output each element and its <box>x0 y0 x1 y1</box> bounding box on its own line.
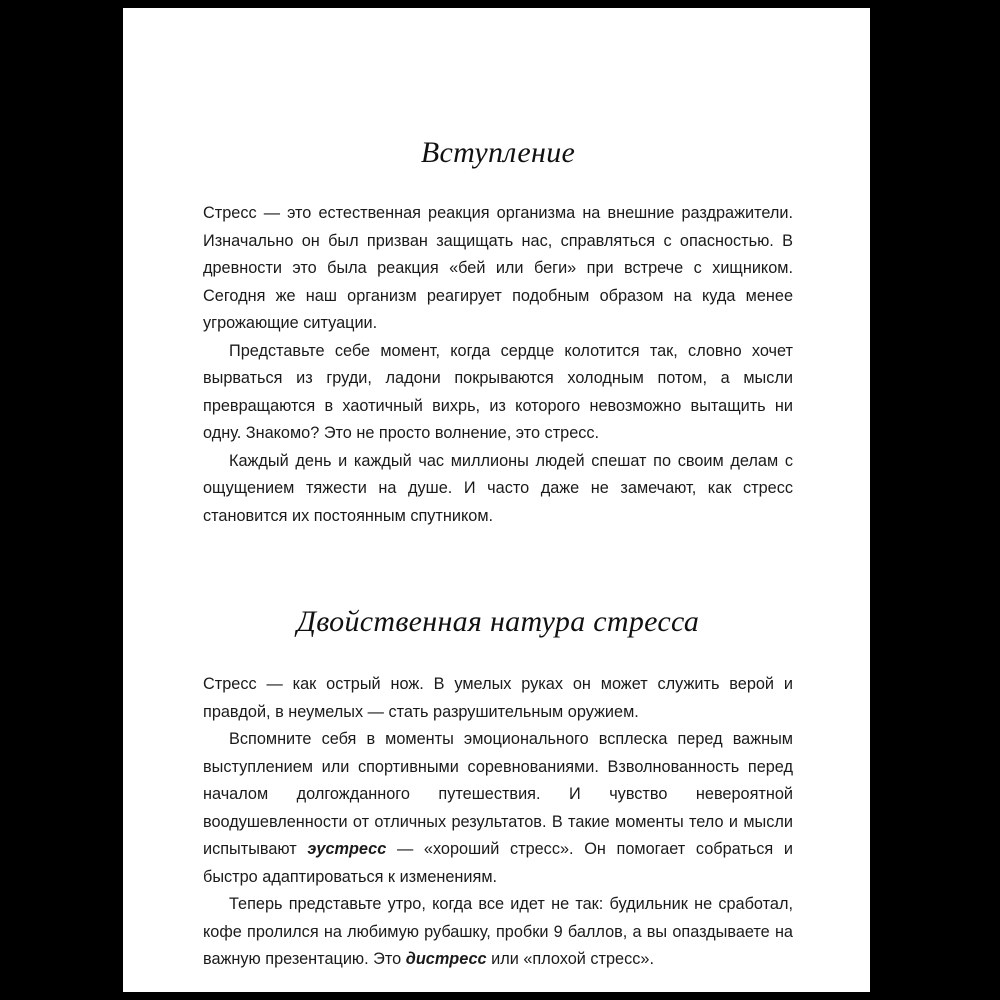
page-content-area <box>203 8 793 992</box>
introduction-body <box>203 200 793 530</box>
paragraph: Теперь представьте утро, когда все идет не так: будильник не сработал, кофе пролился на любимую рубашку, пробки 9 баллов, а вы опаздываете на важную презентацию. Это дистресс или «плохой стресс». <box>203 895 793 968</box>
paragraph: Представьте себе момент, когда сердце колотится так, словно хочет вырваться из груди, ладони покрываются холодным потом, а мысли превращаются в хаотичный вихрь, из которого невозможно вытащить ни одну. Знакомо? Это не просто волнение, это стресс. <box>203 341 793 442</box>
section-dual-nature <box>203 530 793 974</box>
paragraph: Стресс — это естественная реакция организма на внешние раздражители. Изначально он был призван защищать нас, справляться с опасностью. В древности это была реакция «бей или беги» при встрече с хищником. Сегодня же наш организм реагирует подобным образом на куда менее угрожающие ситуации. <box>203 204 793 332</box>
page-title-dual-nature: Двойственная натура стресса <box>296 605 700 638</box>
paragraph: Каждый день и каждый час миллионы людей спешат по своим делам с ощущением тяжести на душе. И часто даже не замечают, как стресс становится их постоянным спутником. <box>203 451 793 525</box>
paragraph: Вспомните себя в моменты эмоционального всплеска перед важным выступлением или спортивными соревнованиями. Взволнованность перед началом долгожданного путешествия. И чувство невероятной воодушевленности от отличных результатов. В такие моменты тело и мысли испытывают эустресс — «хороший стресс». Он помогает собраться и быстро адаптироваться к изменениям. <box>203 730 793 886</box>
paragraph: Стресс — как острый нож. В умелых руках он может служить верой и правдой, в неумелых — стать разрушительным оружием. <box>203 675 793 721</box>
section-introduction <box>203 8 793 530</box>
page-title-introduction: Вступление <box>420 136 576 169</box>
book-page-sheet <box>123 8 870 992</box>
dual-nature-body <box>203 671 793 974</box>
